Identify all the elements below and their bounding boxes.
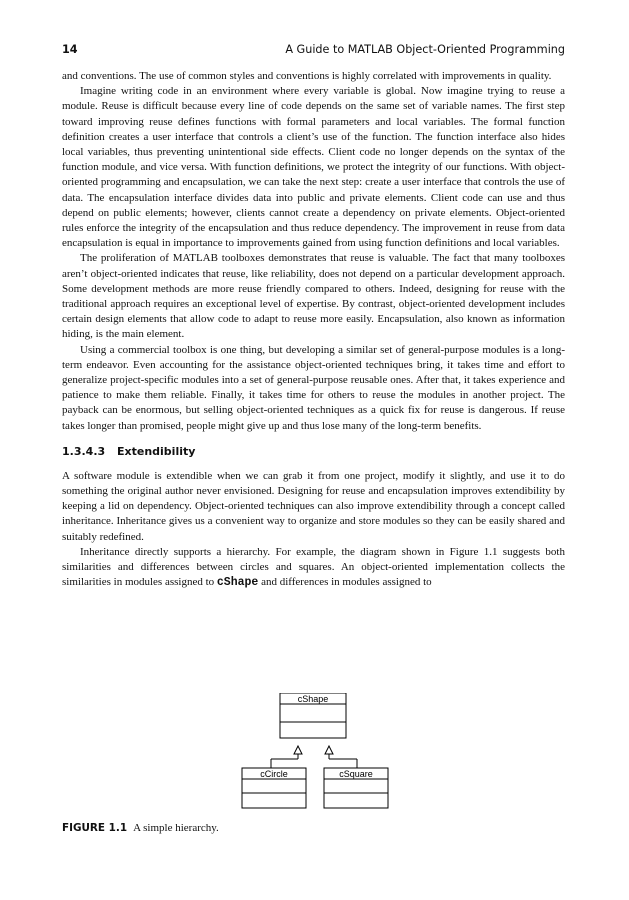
figure-caption xyxy=(62,822,565,834)
inheritance-arrow-left xyxy=(271,746,302,768)
running-title: A Guide to MATLAB Object-Oriented Programming xyxy=(285,43,565,56)
inheritance-arrow-right xyxy=(325,746,357,768)
text-span: and differences in modules assigned to xyxy=(258,576,432,589)
paragraph: Using a commercial toolbox is one thing, but developing a similar set of general-purpose modules is a long-term endeavor. Even accounting for the assistance object-oriented techniques bring, it takes time and effort to generalize project-specific modules into a set of general-purpose reusable ones. After that, it takes experience and patience to make them reliable. Finally, it takes time for others to reuse the modules in another project. The payback can be enormous, but selling object-oriented techniques as a quick fix for reuse is dangerous. If reuse takes longer than promised, people might give up and thus lose many of the long-term benefits. xyxy=(62,343,565,432)
inline-code: cShape xyxy=(216,576,259,590)
paragraph: Imagine writing code in an environment where every variable is global. Now imagine trying to reuse a module. Reuse is difficult because every line of code depends on the same set of variable names. The first step toward improving reuse defines functions with formal parameters and local variables. The formal function definition creates a user interface that controls a client’s use of the function. The function interface also hides local variables, thus preventing unintentional side effects. Client code no longer depends on the syntax of the function module, and vice versa. With function definitions, we protect the integrity of our functions. With object-oriented programming and encapsulation, we can take the next step: create a user interface that controls the use of data. The encapsulation interface divides data into public and private elements. Client code can use and thus depend on public elements; however, clients cannot create a dependency on private elements. Object-oriented rules enforce the integrity of the encapsulation and thus reduce dependency. The improvement in reuse from data encapsulation is equal in importance to improvements gained from using function definitions and local variables. xyxy=(62,85,565,250)
text-span: Inheritance directly supports a hierarchy. For example, the diagram shown in Figure 1.1 suggests both similarities and differences between circles and squares. An object-oriented implementation collects the similarities in modules assigned to xyxy=(62,545,565,589)
body-text xyxy=(62,69,565,591)
section-number: 1.3.4.3 xyxy=(62,444,106,458)
class-hierarchy-diagram xyxy=(240,693,390,813)
section-heading xyxy=(62,445,565,459)
paragraph: A software module is extendible when we can grab it from one project, modify it slightly, and use it to do something the original author never envisioned. Designing for reuse and encapsulation improves extendibility by keeping a lid on dependency. Object-oriented techniques can also improve extendibility through a concept called inheritance. Inheritance gives us a convenient way to organize and store modules so they can be easily shared and suitably redefined. xyxy=(62,469,565,543)
figure-caption-text: A simple hierarchy. xyxy=(133,822,219,834)
parent-class-box xyxy=(280,693,346,738)
page-number: 14 xyxy=(62,43,78,56)
parent-class-name: cShape xyxy=(297,694,329,704)
paragraph: The proliferation of MATLAB toolboxes demonstrates that reuse is valuable. The fact that many toolboxes aren’t object-oriented indicates that reuse, like reliability, does not depend on a particular development approach. Some development methods are more reuse friendly compared to others. Indeed, designing for reuse with the traditional approach requires an exceptional level of expertise. By contrast, object-oriented development includes certain design elements that allow code to adapt to reuse more easily. Encapsulation, also known as information hiding, is the main element. xyxy=(62,252,565,341)
child-class-box xyxy=(324,768,388,808)
child-class-name: cSquare xyxy=(339,769,373,779)
running-header xyxy=(62,43,565,59)
paragraph-with-code xyxy=(62,545,565,591)
paragraph-continued: and conventions. The use of common styles and conventions is highly correlated with improvements in quality. xyxy=(62,70,552,82)
figure-label: FIGURE 1.1 xyxy=(62,822,128,834)
section-title: Extendibility xyxy=(117,444,196,458)
child-class-name: cCircle xyxy=(260,769,288,779)
child-class-box xyxy=(242,768,306,808)
